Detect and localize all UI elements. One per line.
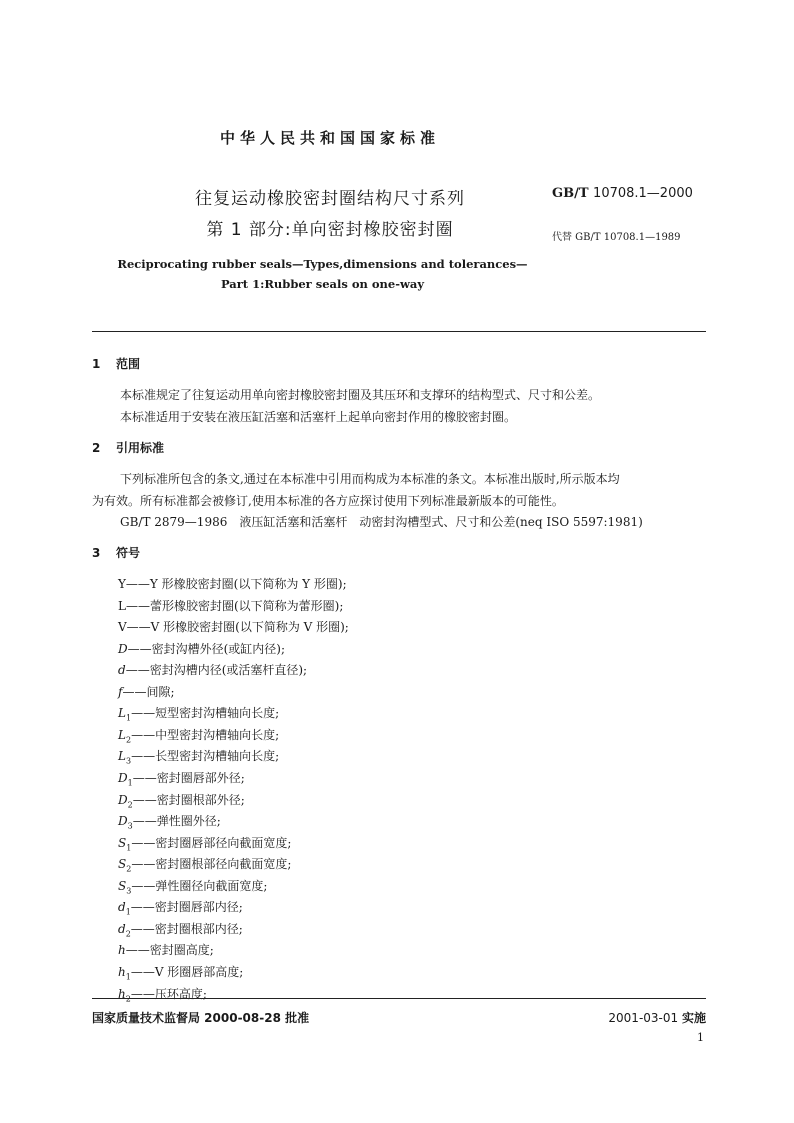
symbol-letter: D <box>118 792 128 807</box>
symbol-subscript: 1 <box>125 907 131 917</box>
section-number: 2 <box>92 441 101 455</box>
symbol-subscript: 1 <box>125 713 132 723</box>
symbol-subscript: 2 <box>127 799 133 809</box>
symbol-subscript: 1 <box>125 972 131 982</box>
symbol-letter: D <box>118 814 128 828</box>
symbol-letter: d <box>118 921 126 936</box>
symbol-subscript: 2 <box>125 993 131 1003</box>
symbol-description: ——密封沟槽外径(或缸内径); <box>127 641 286 656</box>
symbol-subscript: 3 <box>127 821 133 831</box>
header-divider <box>92 331 706 332</box>
symbol-subscript: 1 <box>126 842 132 852</box>
symbol-letter: h <box>118 986 126 1001</box>
symbol-letter: h <box>118 964 126 979</box>
implementation-label: 实施 <box>681 1011 706 1025</box>
symbol-letter: h <box>118 943 126 958</box>
symbol-description: ——蕾形橡胶密封圈(以下简称为蕾形圈); <box>125 598 344 613</box>
symbol-letter: L <box>118 706 126 721</box>
english-title-line1: Reciprocating rubber seals—Types,dimensions and tolerances— <box>117 257 528 271</box>
symbol-description: ——间隙; <box>122 684 175 699</box>
symbol-subscript: 2 <box>125 929 131 939</box>
english-title-line2: Part 1:Rubber seals on one-way <box>220 277 425 291</box>
symbol-letter: S <box>118 857 127 872</box>
symbol-letter: f <box>118 684 123 699</box>
symbol-description: ——长型密封沟槽轴向长度; <box>131 749 280 764</box>
section-1-paragraph-1: 本标准规定了往复运动用单向密封橡胶密封圈及其压环和支撑环的结构型式、尺寸和公差。 <box>120 388 601 402</box>
symbol-description: ——密封圈唇部径向截面宽度; <box>131 835 292 850</box>
standard-number <box>552 186 693 201</box>
symbol-description: ——密封沟槽内径(或活塞杆直径); <box>125 663 308 678</box>
symbol-item <box>118 683 175 700</box>
symbol-description: ——压环高度; <box>130 986 207 1001</box>
symbol-item <box>118 920 243 938</box>
standard-number-value: 10708.1—2000 <box>593 186 693 201</box>
symbol-letter: D <box>118 641 128 656</box>
symbol-letter: d <box>118 663 126 678</box>
symbol-subscript: 3 <box>125 756 132 766</box>
standard-title-line1: 往复运动橡胶密封圈结构尺寸系列 <box>195 189 465 209</box>
symbol-letter: D <box>118 771 128 785</box>
section-title: 符号 <box>116 546 141 560</box>
section-title: 范围 <box>116 357 141 371</box>
symbol-item <box>118 661 307 678</box>
section-2-heading <box>92 439 164 456</box>
symbol-description: ——V 形橡胶密封圈(以下简称为 V 形圈); <box>126 620 349 635</box>
symbol-item <box>118 704 279 722</box>
symbol-description: ——密封圈根部外径; <box>132 792 245 807</box>
standard-title-line2: 第 1 部分:单向密封橡胶密封圈 <box>206 220 454 240</box>
symbol-subscript: 2 <box>125 735 132 745</box>
symbol-subscript: 1 <box>127 778 133 788</box>
symbol-letter: V <box>118 620 127 635</box>
symbol-description: ——Y 形橡胶密封圈(以下简称为 Y 形圈); <box>125 577 347 591</box>
symbol-item <box>118 575 347 592</box>
page-number: 1 <box>697 1031 704 1044</box>
national-standard-heading: 中华人民共和国国家标准 <box>219 129 440 147</box>
approval-statement: 国家质量技术监督局 2000-08-28 批准 <box>92 1011 310 1025</box>
symbol-description: ——密封圈根部径向截面宽度; <box>131 857 292 872</box>
section-number: 3 <box>92 546 101 560</box>
symbol-item <box>118 941 214 958</box>
section-1-heading <box>92 355 140 372</box>
symbol-item <box>118 791 245 809</box>
symbol-item <box>118 597 343 614</box>
symbol-item <box>118 747 279 765</box>
symbol-description: ——密封圈高度; <box>125 943 214 958</box>
symbol-item <box>118 812 221 830</box>
symbol-letter: S <box>118 835 127 850</box>
symbol-letter: L <box>118 727 126 742</box>
symbol-item <box>118 898 243 916</box>
symbol-subscript: 3 <box>126 886 132 896</box>
section-2-paragraph-line1: 下列标准所包含的条文,通过在本标准中引用而构成为本标准的条文。本标准出版时,所示版本均 <box>120 472 620 486</box>
symbol-description: ——密封圈根部内径; <box>130 921 243 936</box>
standard-prefix: GB/T <box>552 186 589 201</box>
symbol-item <box>118 834 291 852</box>
symbol-letter: S <box>118 878 127 893</box>
normative-reference: GB/T 2879—1986 液压缸活塞和活塞杆 动密封沟槽型式、尺寸和公差(neq ISO 5597:1981) <box>120 515 643 529</box>
symbol-description: ——弹性圈外径; <box>132 814 221 828</box>
section-number: 1 <box>92 357 101 371</box>
symbol-item <box>118 963 243 981</box>
symbol-item <box>118 640 285 657</box>
implementation-date-value: 2001-03-01 <box>608 1011 679 1025</box>
symbol-description: ——密封圈唇部外径; <box>132 771 245 785</box>
symbol-description: ——密封圈唇部内径; <box>130 900 243 915</box>
symbol-letter: L <box>118 749 126 764</box>
section-title: 引用标准 <box>116 441 165 455</box>
footer-divider <box>92 998 706 999</box>
symbol-description: ——弹性圈径向截面宽度; <box>131 878 268 893</box>
symbol-item <box>118 855 291 873</box>
implementation-date <box>608 1009 706 1026</box>
symbol-description: ——中型密封沟槽轴向长度; <box>131 727 280 742</box>
symbol-description: ——短型密封沟槽轴向长度; <box>131 706 280 721</box>
symbol-item <box>118 769 245 787</box>
symbol-subscript: 2 <box>126 864 132 874</box>
section-3-heading <box>92 544 140 561</box>
replaces-standard: 代替 GB/T 10708.1—1989 <box>552 232 681 243</box>
symbol-item <box>118 877 267 895</box>
symbol-letter: d <box>118 900 126 915</box>
symbol-item <box>118 726 279 744</box>
symbol-item <box>118 985 207 1003</box>
symbol-letter: L <box>118 598 126 613</box>
section-2-paragraph-line2: 为有效。所有标准都会被修订,使用本标准的各方应探讨使用下列标准最新版本的可能性。 <box>92 494 564 508</box>
symbol-letter: Y <box>118 577 126 591</box>
symbol-description: ——V 形圈唇部高度; <box>130 964 244 979</box>
section-1-paragraph-2: 本标准适用于安装在液压缸活塞和活塞杆上起单向密封作用的橡胶密封圈。 <box>120 410 517 424</box>
symbol-item <box>118 618 349 635</box>
